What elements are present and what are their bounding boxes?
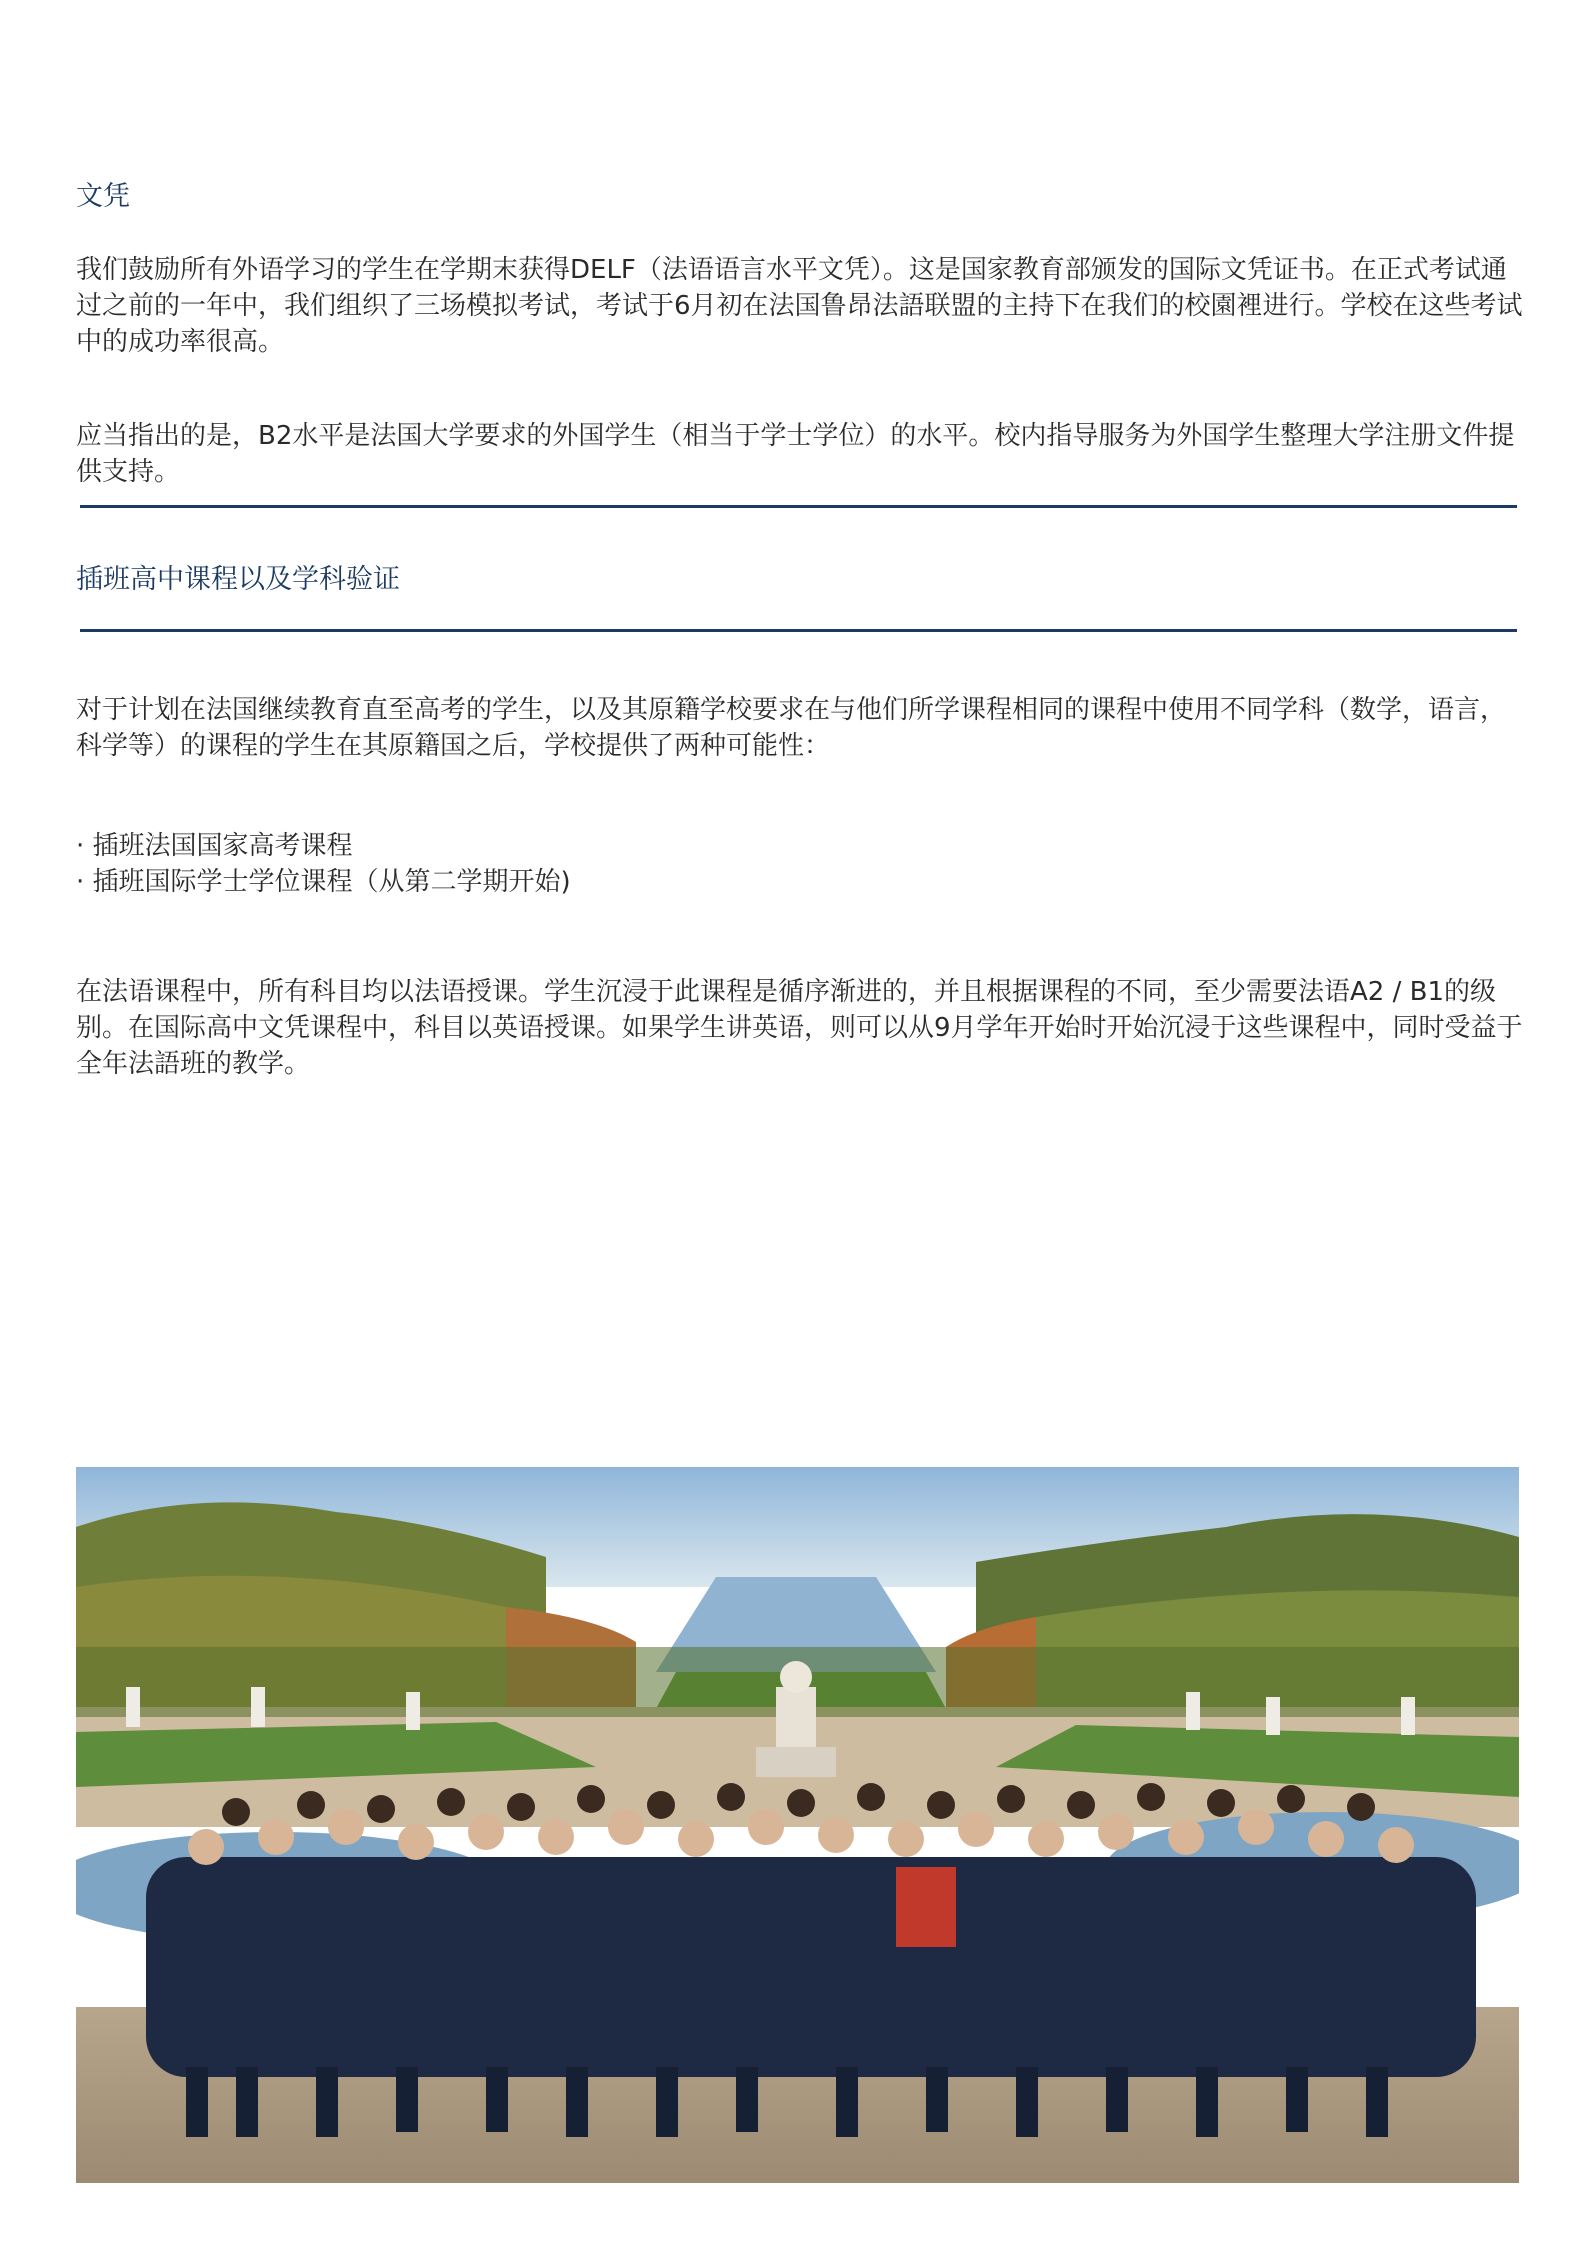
list-item: · 插班国际学士学位课程（从第二学期开始) [76,864,571,900]
language-instruction-paragraph: 在法语课程中，所有科目均以法语授课。学生沉浸于此课程是循序渐进的，并且根据课程的不同，至少需要法语A2 / B1的级别。在国际高中文凭课程中，科目以英语授课。如果学生讲英语，则可以从9月学年开始时开始沉浸于这些课程中，同时受益于全年法語班的教学。 [76,977,1523,1079]
diploma-paragraph-2: 应当指出的是，B2水平是法国大学要求的外国学生（相当于学士学位）的水平。校内指导服务为外国学生整理大学注册文件提供支持。 [76,421,1515,487]
section-title-transfer: 插班高中课程以及学科验证 [76,564,400,595]
list-item: · 插班法国国家高考课程 [76,828,571,864]
diploma-paragraph-1: 我们鼓励所有外语学习的学生在学期末获得DELF（法语语言水平文凭）。这是国家教育部颁发的国际文凭证书。在正式考试通过之前的一年中，我们组织了三场模拟考试，考试于6月初在法国鲁昂法語联盟的主持下在我们的校園裡进行。学校在这些考试中的成功率很高。 [76,255,1523,357]
section-title-diploma: 文凭 [76,181,130,212]
group-photo-versailles-gardens [76,1467,1519,2183]
section-divider [80,505,1517,508]
section-title-underline [80,629,1517,632]
transfer-intro-paragraph: 对于计划在法国继续教育直至高考的学生，以及其原籍学校要求在与他们所学课程相同的课程中使用不同学科（数学，语言，科学等）的课程的学生在其原籍国之后，学校提供了两种可能性： [76,695,1507,761]
program-options-list [76,828,571,900]
